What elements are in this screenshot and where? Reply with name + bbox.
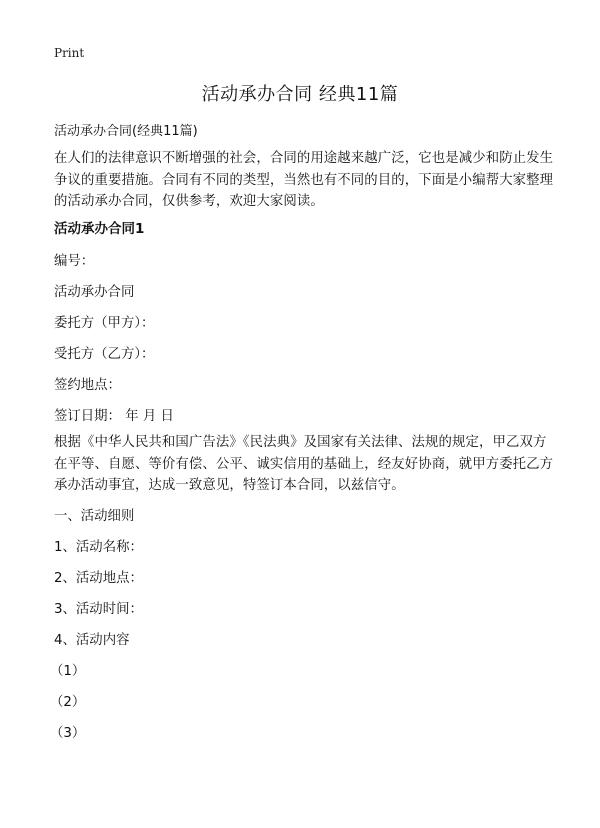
basis-paragraph: 根据《中华人民共和国广告法》《民法典》及国家有关法律、法规的规定，甲乙双方在平等、自愿、等价有偿、公平、诚实信用的基础上，经友好协商，就甲方委托乙方承办活动事宜，达成一致意见，特签订本合同，以兹信守。	[54, 435, 554, 493]
signing-date-field: 签订日期： 年 月 日	[54, 409, 174, 424]
list-item: 1、活动名称：	[54, 540, 143, 555]
party-b-field: 受托方（乙方）：	[54, 347, 155, 362]
contract-number-field: 编号：	[54, 254, 95, 269]
document-subtitle: 活动承办合同(经典11篇)	[54, 124, 198, 139]
intro-paragraph: 在人们的法律意识不断增强的社会，合同的用途越来越广泛，它也是减少和防止发生争议的重要措施。合同有不同的类型，当然也有不同的目的，下面是小编帮大家整理的活动承办合同，仅供参考，欢迎大家阅读。	[54, 151, 554, 209]
list-item: 3、活动时间：	[54, 602, 143, 617]
contract-name: 活动承办合同	[54, 285, 135, 300]
section-heading: 活动承办合同1	[54, 221, 145, 237]
document-title: 活动承办合同 经典11篇	[201, 84, 399, 105]
print-label: Print	[54, 46, 85, 60]
clause-heading: 一、活动细则	[54, 509, 135, 524]
party-a-field: 委托方（甲方）：	[54, 316, 155, 331]
sub-list-item: （2）	[50, 695, 86, 710]
sub-list-item: （1）	[50, 664, 86, 679]
list-item: 2、活动地点：	[54, 571, 143, 586]
list-item: 4、活动内容	[54, 633, 130, 648]
signing-location-field: 签约地点：	[54, 378, 121, 393]
sub-list-item: （3）	[50, 726, 86, 741]
